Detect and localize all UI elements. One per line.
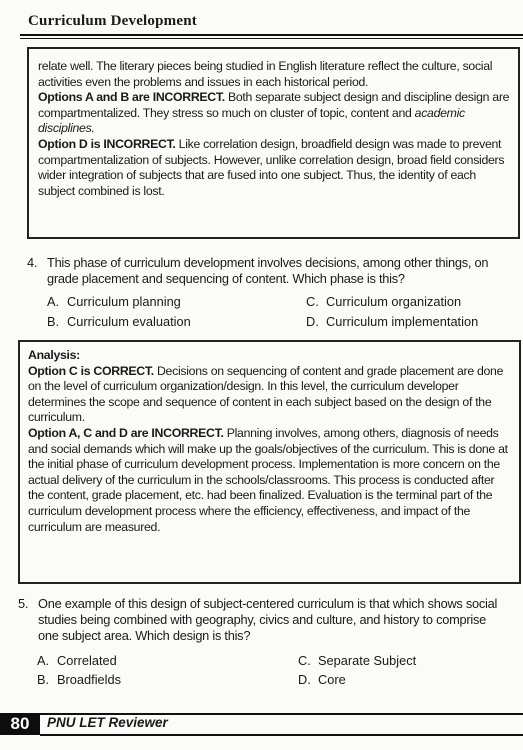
question-5-option-a[interactable] [37, 653, 117, 669]
option-letter: D. [306, 314, 319, 329]
option-text: Broadfields [57, 672, 122, 687]
option-text: Core [318, 672, 346, 687]
analysis-heading-text: Analysis: [28, 348, 80, 362]
option-letter: B. [47, 314, 60, 329]
option-text: Separate Subject [318, 653, 417, 668]
option-text: Curriculum evaluation [67, 314, 191, 329]
box1-paragraph-1: relate well. The literary pieces being studied in English literature reflect the culture, social activities even the problems and issues in each historical period. [38, 59, 493, 89]
option-text: Curriculum implementation [326, 314, 479, 329]
question-5-stem: One example of this design of subject-centered curriculum is that which shows social studies being combined with geography, civics and culture, and history to comprise one subject area. Which design is this? [38, 596, 498, 643]
question-5 [18, 596, 523, 646]
box1-paragraph-2 [38, 90, 510, 137]
question-5-option-c[interactable] [298, 653, 416, 669]
option-letter: D. [298, 672, 311, 687]
question-5-number: 5. [18, 596, 29, 611]
box1-p2-text: Both separate subject design and discipline design are compartmentalized. They stress so much on cluster of topic, content and [38, 90, 510, 120]
box2-p2-text: Planning involves, among others, diagnosis of needs and social demands which will make up the goals/objectives of the curriculum. This is done at the initial phase of curriculum development process. Implementation is more concern on the actual delivery of the curriculum in the schools/classrooms. This process is conducted after the content, grade placement, etc. had been finalized. Evaluation is the terminal part of the curriculum development process where the efficiency, effectiveness, and impact of the curriculum are measured. [28, 425, 508, 534]
header-rule-bottom [20, 38, 523, 39]
option-text: Curriculum organization [326, 294, 462, 309]
page-footer [0, 713, 523, 733]
option-letter: A. [37, 653, 50, 668]
page-number: 80 [0, 713, 40, 735]
box2-paragraph-1 [28, 364, 510, 426]
analysis-heading [28, 348, 510, 364]
question-4 [27, 255, 523, 289]
option-letter: C. [298, 653, 311, 668]
book-title: PNU LET Reviewer [47, 715, 168, 730]
running-header: Curriculum Development [28, 13, 197, 29]
box1-paragraph-3 [38, 137, 510, 199]
footer-rule-bottom [40, 734, 523, 736]
question-5-option-b[interactable] [37, 672, 121, 688]
question-4-option-c[interactable] [306, 294, 461, 310]
option-text: Curriculum planning [67, 294, 181, 309]
question-4-option-a[interactable] [47, 294, 181, 310]
box2-paragraph-2 [28, 426, 510, 535]
question-4-option-b[interactable] [47, 314, 191, 330]
header-rule-top [20, 34, 523, 36]
box2-p1-verdict: Option C is CORRECT. [28, 363, 154, 378]
option-text: Correlated [57, 653, 117, 668]
option-letter: C. [306, 294, 319, 309]
question-4-stem: This phase of curriculum development involves decisions, among other things, on grade placement and sequencing of content. Which phase is this? [47, 255, 489, 286]
analysis-box-q4 [18, 340, 521, 584]
box1-p2-italic: academic disciplines. [38, 105, 465, 136]
explanation-box-q3 [27, 47, 520, 239]
question-5-option-d[interactable] [298, 672, 346, 688]
box2-p2-verdict: Option A, C and D are INCORRECT. [28, 425, 224, 440]
question-4-number: 4. [27, 255, 38, 270]
box1-p3-text: Like correlation design, broadfield design was made to prevent compartmentalization of subjects. However, unlike correlation design, broad field considers wider integration of subjects that are fused into one subject. Thus, the identity of each subject combined is lost. [38, 136, 505, 198]
option-letter: A. [47, 294, 60, 309]
box1-p3-verdict: Option D is INCORRECT. [38, 136, 176, 151]
question-4-option-d[interactable] [306, 314, 478, 330]
box2-p1-text: Decisions on sequencing of content and grade placement are done on the level of curriculum organization/design. In this level, the curriculum developer determines the scope and sequence of content in each subject based on the design of the curriculum. [28, 363, 504, 425]
box1-p2-verdict: Options A and B are INCORRECT. [38, 90, 225, 105]
option-letter: B. [37, 672, 50, 687]
